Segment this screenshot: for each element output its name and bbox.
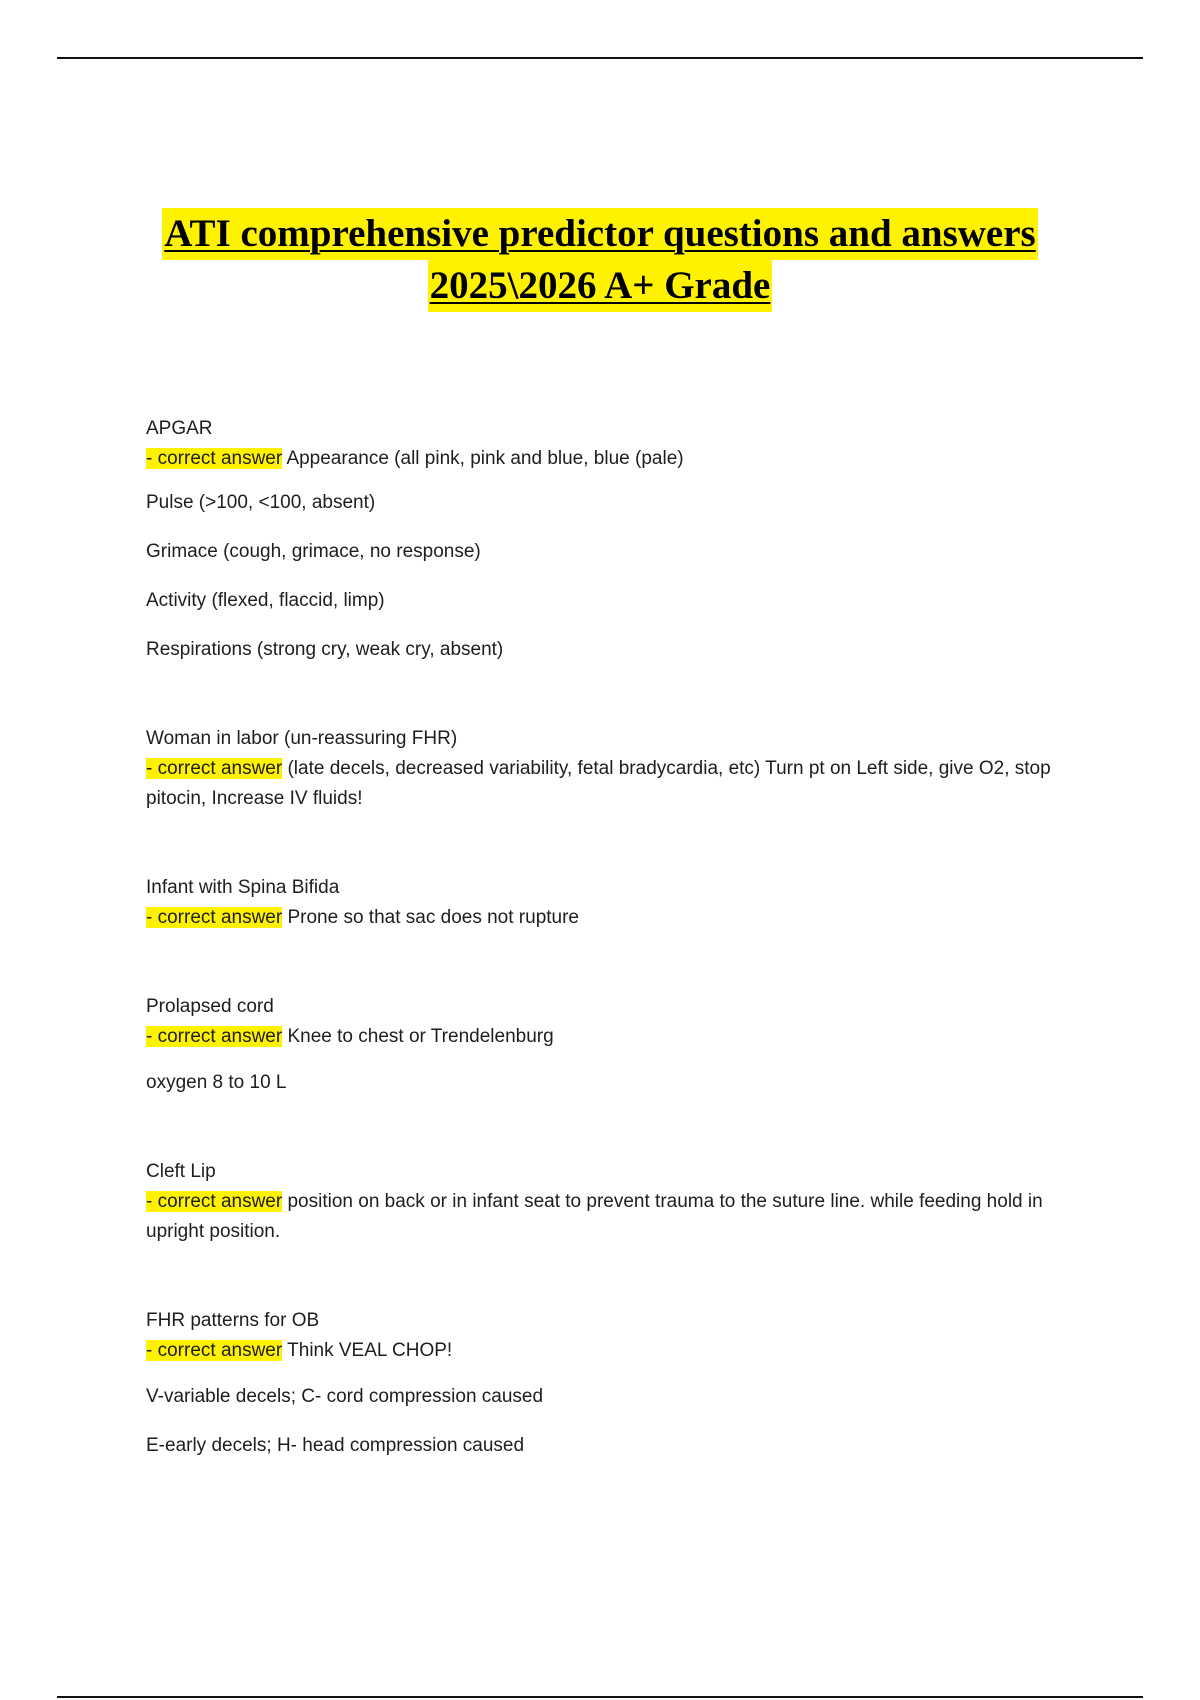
answer-text bbox=[146, 754, 1076, 814]
footer-rule bbox=[57, 1696, 1143, 1698]
title-line-2: 2025\2026 A+ Grade bbox=[428, 260, 773, 312]
answer-body: Think VEAL CHOP! bbox=[287, 1340, 453, 1361]
answer-extra-line: Activity (flexed, flaccid, limp) bbox=[146, 590, 385, 611]
answer-body: Knee to chest or Trendelenburg bbox=[287, 1026, 554, 1047]
answer-extra-line: oxygen 8 to 10 L bbox=[146, 1072, 287, 1093]
qa-entry bbox=[146, 724, 1076, 814]
answer-body: Appearance (all pink, pink and blue, blue (pale) bbox=[286, 448, 684, 469]
correct-answer-marker: - correct answer bbox=[146, 1340, 283, 1361]
qa-entry bbox=[146, 1157, 1076, 1247]
qa-entry bbox=[146, 1306, 1076, 1461]
correct-answer-marker: - correct answer bbox=[146, 1026, 283, 1047]
answer-body: (late decels, decreased variability, fetal bradycardia, etc) Turn pt on Left side, give O2, stop pitocin, Increase IV fluids! bbox=[146, 758, 1051, 809]
title-line-1: ATI comprehensive predictor questions and answers bbox=[162, 208, 1037, 260]
answer-text bbox=[146, 444, 1076, 474]
answer-text bbox=[146, 1187, 1076, 1247]
answer-extra-line: V-variable decels; C- cord compression caused bbox=[146, 1386, 544, 1407]
qa-entry bbox=[146, 992, 1076, 1098]
header-rule bbox=[57, 57, 1143, 59]
answer-extra-line: Grimace (cough, grimace, no response) bbox=[146, 541, 481, 562]
answer-body: Prone so that sac does not rupture bbox=[287, 907, 579, 928]
qa-entry bbox=[146, 414, 1076, 665]
answer-extra-line: E-early decels; H- head compression caused bbox=[146, 1435, 525, 1456]
answer-extra-line: Respirations (strong cry, weak cry, absent) bbox=[146, 639, 504, 660]
answer-text bbox=[146, 903, 1076, 933]
question-text: APGAR bbox=[146, 418, 213, 439]
answer-body: position on back or in infant seat to prevent trauma to the suture line. while feeding hold in upright position. bbox=[146, 1191, 1043, 1242]
answer-text bbox=[146, 1022, 1076, 1052]
question-text: FHR patterns for OB bbox=[146, 1310, 320, 1331]
answer-extra-line: Pulse (>100, <100, absent) bbox=[146, 492, 376, 513]
document-title bbox=[0, 208, 1200, 312]
question-text: Prolapsed cord bbox=[146, 996, 274, 1017]
correct-answer-marker: - correct answer bbox=[146, 758, 283, 779]
qa-entry bbox=[146, 873, 1076, 933]
question-text: Cleft Lip bbox=[146, 1161, 216, 1182]
question-text: Infant with Spina Bifida bbox=[146, 877, 340, 898]
question-text: Woman in labor (un-reassuring FHR) bbox=[146, 728, 458, 749]
correct-answer-marker: - correct answer bbox=[146, 1191, 283, 1212]
correct-answer-marker: - correct answer bbox=[146, 448, 283, 469]
qa-list bbox=[146, 414, 1076, 1480]
answer-text bbox=[146, 1336, 1076, 1366]
correct-answer-marker: - correct answer bbox=[146, 907, 283, 928]
